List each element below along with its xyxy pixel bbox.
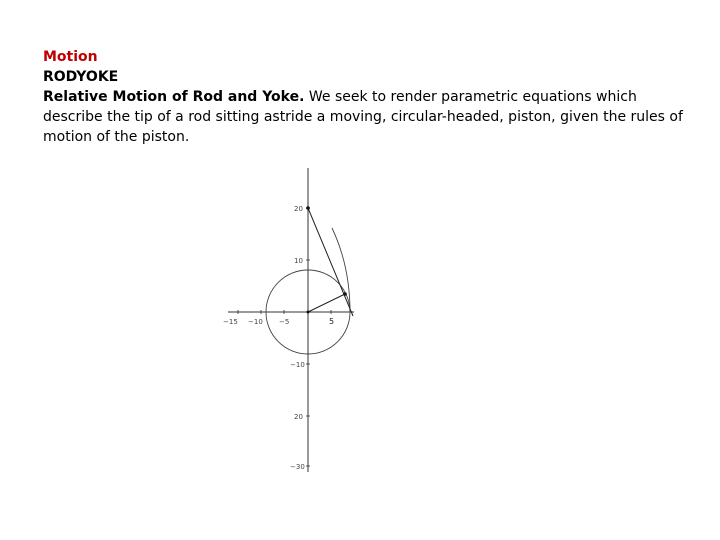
x-tick-label: 5 <box>329 317 335 326</box>
y-tick-label: 20 <box>294 413 303 421</box>
x-tick-label: −15 <box>223 318 238 326</box>
rod-line <box>308 208 353 316</box>
contact-point <box>343 292 347 296</box>
radius-line <box>308 294 345 312</box>
x-tick-label: −10 <box>248 318 263 326</box>
x-tick-label: −5 <box>279 318 290 326</box>
paragraph-body: We seek to render parametric equations which describe the tip of a rod sitting astride a moving, circular-headed, piston, given the rules of motion of the piston. <box>43 89 683 145</box>
y-tick-label: −10 <box>290 361 305 369</box>
center-point <box>307 311 310 314</box>
paragraph-lead: Relative Motion of Rod and Yoke. <box>43 89 305 105</box>
y-tick-label: 10 <box>294 257 303 265</box>
rod-pivot-point <box>306 206 310 210</box>
slide-subtitle: RODYOKE <box>43 69 119 85</box>
y-tick-label: −30 <box>290 463 305 471</box>
slide-title: Motion <box>43 49 98 65</box>
y-tick-label: 20 <box>294 205 303 213</box>
